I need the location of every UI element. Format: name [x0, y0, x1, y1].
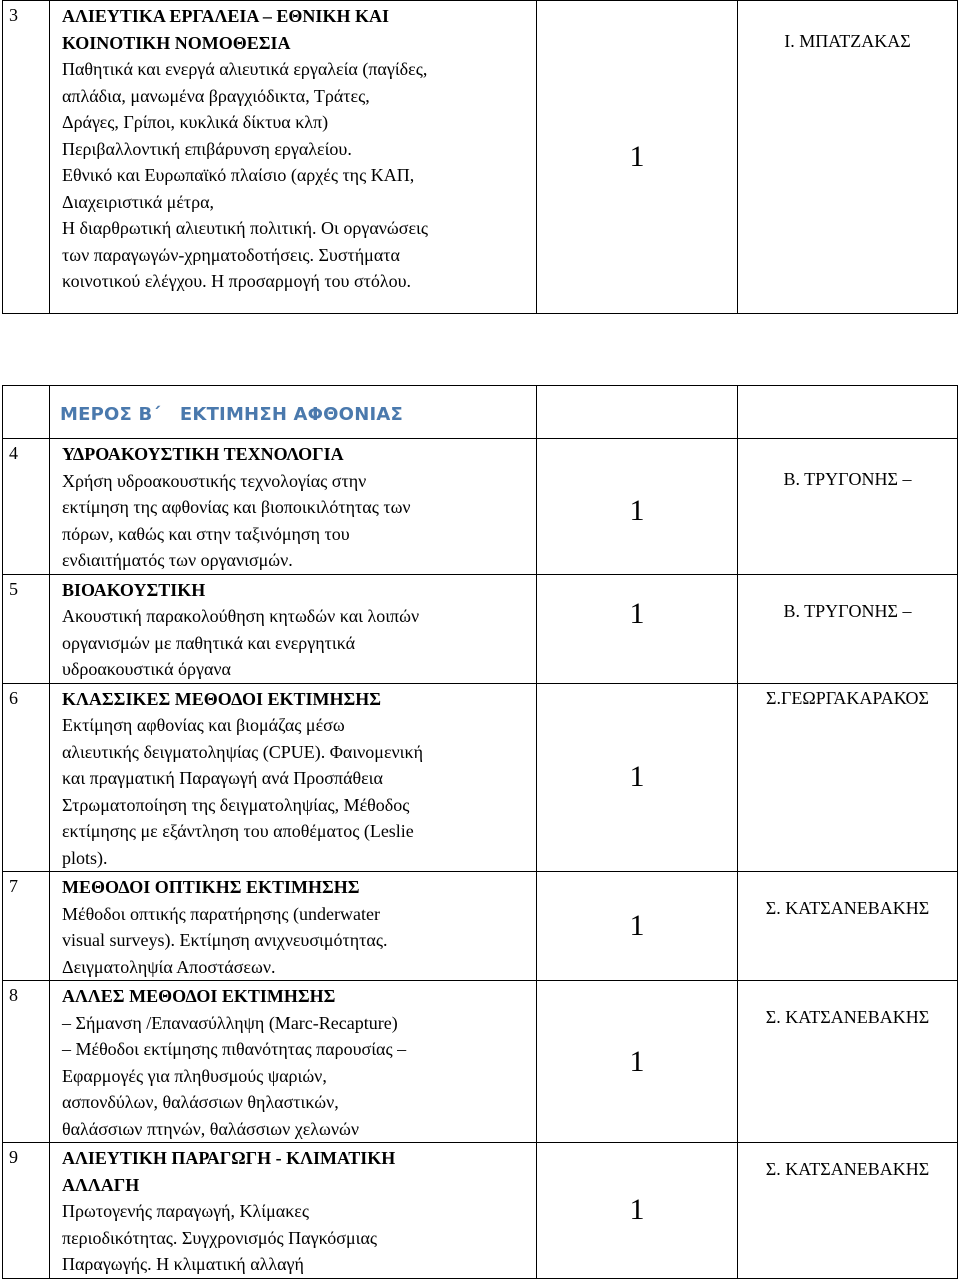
section-header-row — [3, 386, 958, 439]
hours-value: 1 — [537, 683, 738, 872]
row-number: 8 — [3, 981, 50, 1143]
topic-line: Ακουστική παρακολούθηση κητωδών και λοιπών — [62, 606, 420, 626]
row-number: 9 — [3, 1143, 50, 1279]
course-content — [50, 981, 537, 1143]
topic-line: απλάδια, μανωμένα βραγχιόδικτα, Τράτες, — [62, 85, 370, 106]
course-content — [50, 574, 537, 683]
topic-line: υδροακουστικά όργανα — [62, 659, 231, 679]
section-title: ΜΕΡΟΣ Β΄ ΕΚΤΙΜΗΣΗ ΑΦΘΟΝΙΑΣ — [50, 386, 537, 439]
topic-line: visual surveys). Εκτίμηση ανιχνευσιμότητας. — [62, 930, 388, 950]
topic-line: αλιευτικής δειγματοληψίας (CPUE). Φαινομενική — [62, 741, 423, 762]
instructor-name: Ι. ΜΠΑΤΖΑΚΑΣ — [738, 1, 958, 314]
instructor-name: Σ. ΚΑΤΣΑΝΕΒΑΚΗΣ — [738, 1143, 958, 1279]
topic-line: – Μέθοδοι εκτίμησης πιθανότητας παρουσίας – — [62, 1039, 407, 1059]
hours-value: 1 — [537, 1143, 738, 1279]
topic-line: Περιβαλλοντική επιβάρυνση εργαλείου. — [62, 138, 352, 159]
topic-line: εκτίμηση της αφθονίας και βιοποικιλότητας των — [62, 497, 411, 517]
course-content — [50, 439, 537, 575]
instructor-name: Σ. ΚΑΤΣΑΝΕΒΑΚΗΣ — [738, 872, 958, 981]
topic-title: ΒΙΟΑΚΟΥΣΤΙΚΗ — [62, 579, 206, 600]
topic-line: Δειγματοληψία Αποστάσεων. — [62, 956, 276, 977]
topic-line: Διαχειριστικά μέτρα, — [62, 191, 215, 212]
topic-line: Στρωματοποίηση της δειγματοληψίας, Μέθοδος — [62, 794, 410, 815]
topic-title: ΚΟΙΝΟΤΙΚΗ ΝΟΜΟΘΕΣΙΑ — [62, 32, 291, 53]
topic-title: ΑΛΙΕΥΤΙΚΑ ΕΡΓΑΛΕΙΑ – ΕΘΝΙΚΗ ΚΑΙ — [62, 6, 389, 26]
topic-line: των παραγωγών-χρηματοδοτήσεις. Συστήματα — [62, 244, 400, 265]
row-number: 4 — [3, 439, 50, 575]
hours-value: 1 — [537, 1, 738, 314]
hours-value: 1 — [537, 981, 738, 1143]
topic-line: περιοδικότητας. Συγχρονισμός Παγκόσμιας — [62, 1227, 377, 1248]
topic-title: ΑΛΙΕΥΤΙΚΗ ΠΑΡΑΓΩΓΗ - ΚΛΙΜΑΤΙΚΗ ΑΛΛΑΓΗ — [62, 1148, 396, 1195]
instructor-name: Σ. ΚΑΤΣΑΝΕΒΑΚΗΣ — [738, 981, 958, 1143]
row-number: 5 — [3, 574, 50, 683]
topic-line: – Σήμανση /Επανασύλληψη (Marc-Recapture) — [62, 1012, 398, 1033]
course-content — [50, 1143, 537, 1279]
topic-line: και πραγματική Παραγωγή ανά Προσπάθεια — [62, 768, 383, 788]
syllabus-table-part-a — [2, 0, 958, 314]
syllabus-table-part-b — [2, 385, 958, 1279]
topic-line: Παραγωγής. Η κλιματική αλλαγή — [62, 1254, 304, 1274]
topic-line: Δράγες, Γρίποι, κυκλικά δίκτυα κλπ) — [62, 112, 329, 132]
topic-line: εκτίμησης με εξάντληση του αποθέματος (Leslie — [62, 821, 414, 841]
topic-line: οργανισμών με παθητικά και ενεργητικά — [62, 632, 356, 653]
row-number: 7 — [3, 872, 50, 981]
topic-line: θαλάσσιων πτηνών, θαλάσσιων χελωνών — [62, 1118, 359, 1139]
topic-line: Εφαρμογές για πληθυσμούς ψαριών, — [62, 1065, 327, 1086]
course-content — [50, 683, 537, 872]
table-row — [3, 439, 958, 575]
topic-line: Εκτίμηση αφθονίας και βιομάζας μέσω — [62, 715, 345, 735]
topic-line: ασπονδύλων, θαλάσσιων θηλαστικών, — [62, 1092, 339, 1112]
instructor-name: Β. ΤΡΥΓΟΝΗΣ – — [738, 574, 958, 683]
row-number: 3 — [3, 1, 50, 314]
topic-title: ΜΕΘΟΔΟΙ ΟΠΤΙΚΗΣ ΕΚΤΙΜΗΣΗΣ — [62, 877, 360, 897]
topic-title: ΑΛΛΕΣ ΜΕΘΟΔΟΙ ΕΚΤΙΜΗΣΗΣ — [62, 986, 336, 1006]
table-row — [3, 1, 958, 314]
hours-value: 1 — [537, 872, 738, 981]
topic-line: Εθνικό και Ευρωπαϊκό πλαίσιο (αρχές της ΚΑΠ, — [62, 165, 415, 185]
hours-value: 1 — [537, 574, 738, 683]
course-content — [50, 872, 537, 981]
topic-title: ΥΔΡΟΑΚΟΥΣΤΙΚΗ ΤΕΧΝΟΛΟΓΙΑ — [62, 444, 344, 464]
table-row — [3, 981, 958, 1143]
table-row — [3, 1143, 958, 1279]
topic-line: Πρωτογενής παραγωγή, Κλίμακες — [62, 1201, 309, 1221]
topic-line: Η διαρθρωτική αλιευτική πολιτική. Οι οργανώσεις — [62, 218, 428, 238]
instructor-name: Σ.ΓΕΩΡΓΑΚΑΡΑΚΟΣ — [738, 683, 958, 872]
row-number: 6 — [3, 683, 50, 872]
instructor-name: Β. ΤΡΥΓΟΝΗΣ – — [738, 439, 958, 575]
table-row — [3, 574, 958, 683]
topic-line: Μέθοδοι οπτικής παρατήρησης (underwater — [62, 903, 380, 924]
topic-line: κοινοτικού ελέγχου. Η προσαρμογή του στόλου. — [62, 271, 412, 291]
table-row — [3, 683, 958, 872]
table-row — [3, 872, 958, 981]
topic-line: ενδιαιτήματός των οργανισμών. — [62, 550, 293, 570]
topic-title: ΚΛΑΣΣΙΚΕΣ ΜΕΘΟΔΟΙ ΕΚΤΙΜΗΣΗΣ — [62, 688, 382, 709]
topic-line: πόρων, καθώς και στην ταξινόμηση του — [62, 523, 350, 544]
course-content — [50, 1, 537, 314]
topic-line: Παθητικά και ενεργά αλιευτικά εργαλεία (παγίδες, — [62, 59, 428, 79]
hours-value: 1 — [537, 439, 738, 575]
topic-line: plots). — [62, 847, 108, 868]
topic-line: Χρήση υδροακουστικής τεχνολογίας στην — [62, 470, 367, 491]
